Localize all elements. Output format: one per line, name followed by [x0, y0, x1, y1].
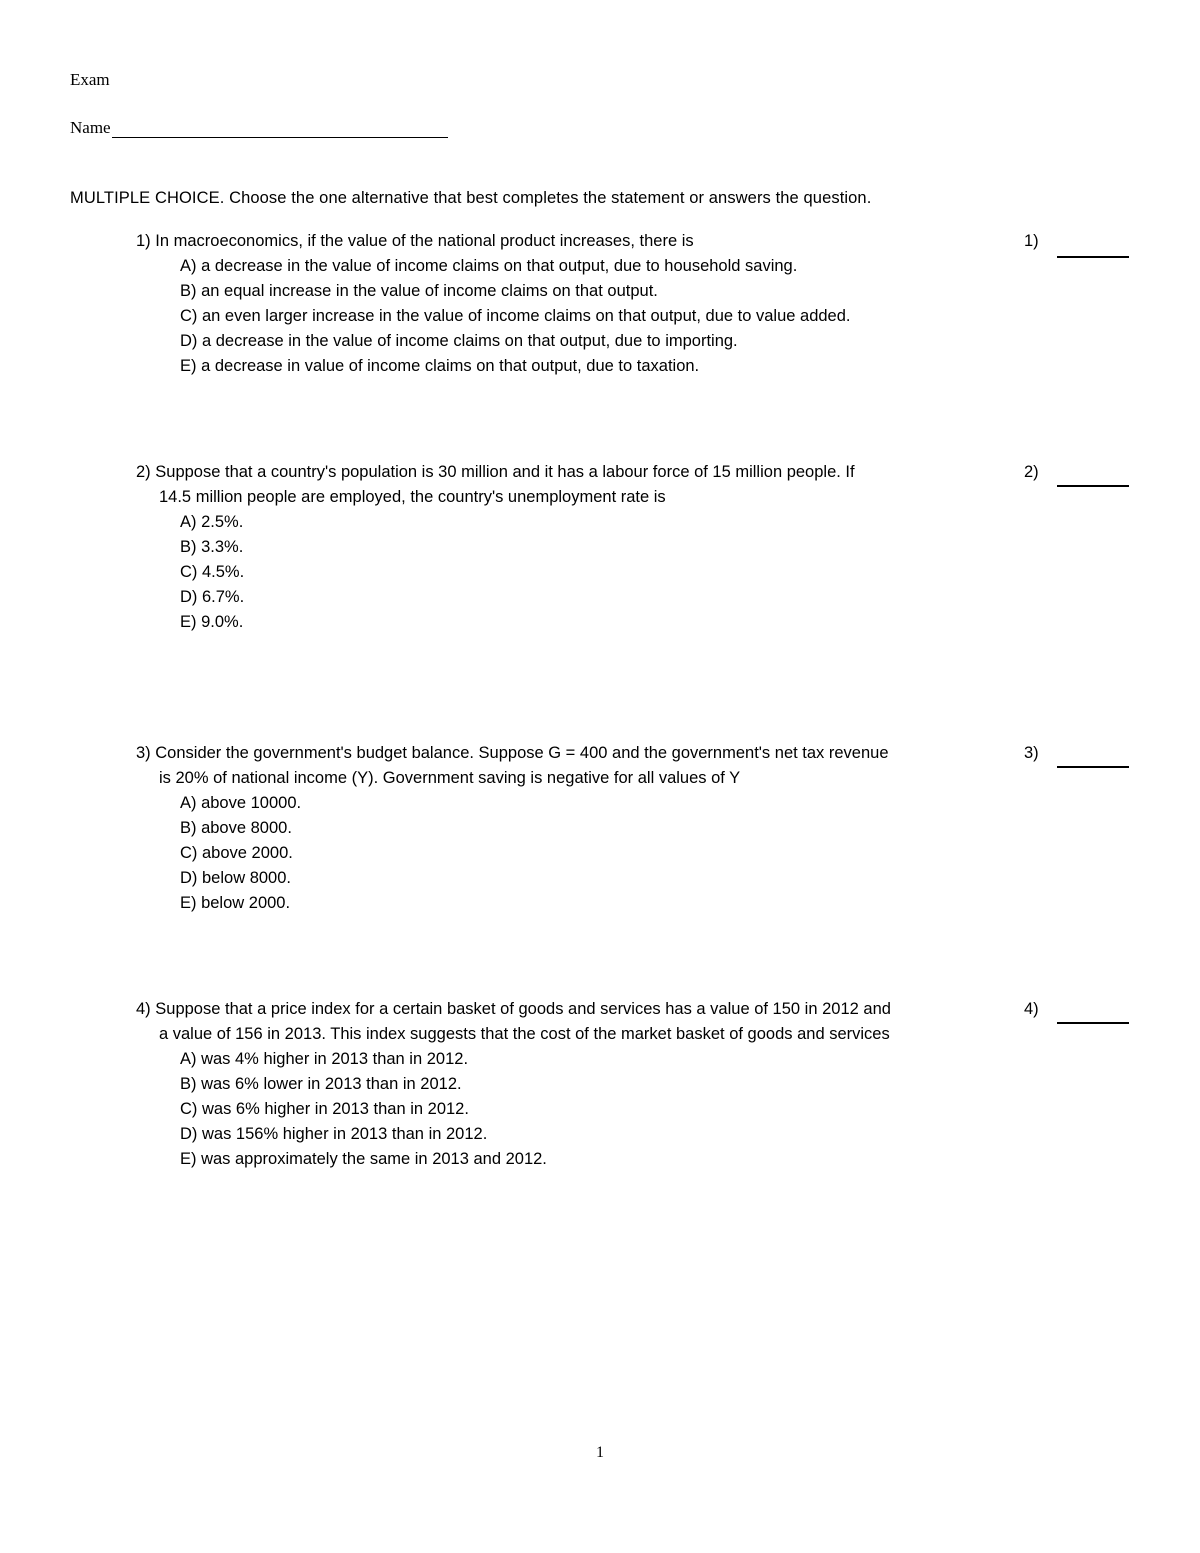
- option-b[interactable]: B) was 6% lower in 2013 than in 2012.: [180, 1075, 462, 1093]
- option-c[interactable]: C) was 6% higher in 2013 than in 2012.: [180, 1100, 469, 1118]
- answer-label: 3): [1024, 744, 1039, 762]
- option-d[interactable]: D) 6.7%.: [180, 588, 245, 606]
- instructions: MULTIPLE CHOICE. Choose the one alternative that best completes the statement or answers the question.: [70, 189, 872, 207]
- option-d[interactable]: D) below 8000.: [180, 869, 291, 887]
- option-c[interactable]: C) 4.5%.: [180, 563, 245, 581]
- answer-blank[interactable]: [1057, 485, 1129, 487]
- question-stem-line: is 20% of national income (Y). Government saving is negative for all values of Y: [159, 769, 741, 787]
- answer-blank[interactable]: [1057, 1022, 1129, 1024]
- options-list: [180, 510, 244, 635]
- name-blank-line[interactable]: [112, 121, 448, 138]
- option-b[interactable]: B) 3.3%.: [180, 538, 244, 556]
- question-stem: [136, 997, 1006, 1047]
- answer-label: 2): [1024, 463, 1039, 481]
- option-e[interactable]: E) 9.0%.: [180, 613, 244, 631]
- name-field[interactable]: [70, 118, 448, 138]
- question-number: 3): [136, 744, 151, 762]
- question-stem: [136, 460, 1006, 510]
- question-stem-line: In macroeconomics, if the value of the national product increases, there is: [155, 232, 694, 250]
- option-b[interactable]: B) above 8000.: [180, 819, 292, 837]
- question-stem: [136, 741, 1006, 791]
- option-c[interactable]: C) an even larger increase in the value of income claims on that output, due to value added.: [180, 307, 851, 325]
- option-a[interactable]: A) a decrease in the value of income claims on that output, due to household saving.: [180, 257, 798, 275]
- name-label: Name: [70, 118, 111, 137]
- answer-blank[interactable]: [1057, 766, 1129, 768]
- option-a[interactable]: A) 2.5%.: [180, 513, 244, 531]
- options-list: [180, 1047, 547, 1172]
- option-c[interactable]: C) above 2000.: [180, 844, 293, 862]
- page-number: 1: [596, 1444, 604, 1461]
- option-b[interactable]: B) an equal increase in the value of income claims on that output.: [180, 282, 658, 300]
- options-list: [180, 254, 851, 379]
- option-e[interactable]: E) a decrease in value of income claims on that output, due to taxation.: [180, 357, 700, 375]
- options-list: [180, 791, 301, 916]
- question-stem-line: Suppose that a price index for a certain basket of goods and services has a value of 150 in 2012 and: [155, 1000, 891, 1018]
- question-stem-line: Suppose that a country's population is 30 million and it has a labour force of 15 million people. If: [155, 463, 855, 481]
- option-d[interactable]: D) was 156% higher in 2013 than in 2012.: [180, 1125, 488, 1143]
- question-stem-line: a value of 156 in 2013. This index suggests that the cost of the market basket of goods and services: [159, 1025, 890, 1043]
- question-number: 4): [136, 1000, 151, 1018]
- option-a[interactable]: A) above 10000.: [180, 794, 302, 812]
- option-d[interactable]: D) a decrease in the value of income claims on that output, due to importing.: [180, 332, 738, 350]
- question-stem: [136, 229, 1006, 254]
- question-number: 1): [136, 232, 151, 250]
- question-stem-line: 14.5 million people are employed, the country's unemployment rate is: [159, 488, 666, 506]
- answer-blank[interactable]: [1057, 256, 1129, 258]
- question-stem-line: Consider the government's budget balance. Suppose G = 400 and the government's net tax revenue: [155, 744, 889, 762]
- option-a[interactable]: A) was 4% higher in 2013 than in 2012.: [180, 1050, 469, 1068]
- exam-title: Exam: [70, 70, 110, 89]
- answer-label: 1): [1024, 232, 1039, 250]
- answer-label: 4): [1024, 1000, 1039, 1018]
- option-e[interactable]: E) was approximately the same in 2013 and 2012.: [180, 1150, 547, 1168]
- question-number: 2): [136, 463, 151, 481]
- option-e[interactable]: E) below 2000.: [180, 894, 291, 912]
